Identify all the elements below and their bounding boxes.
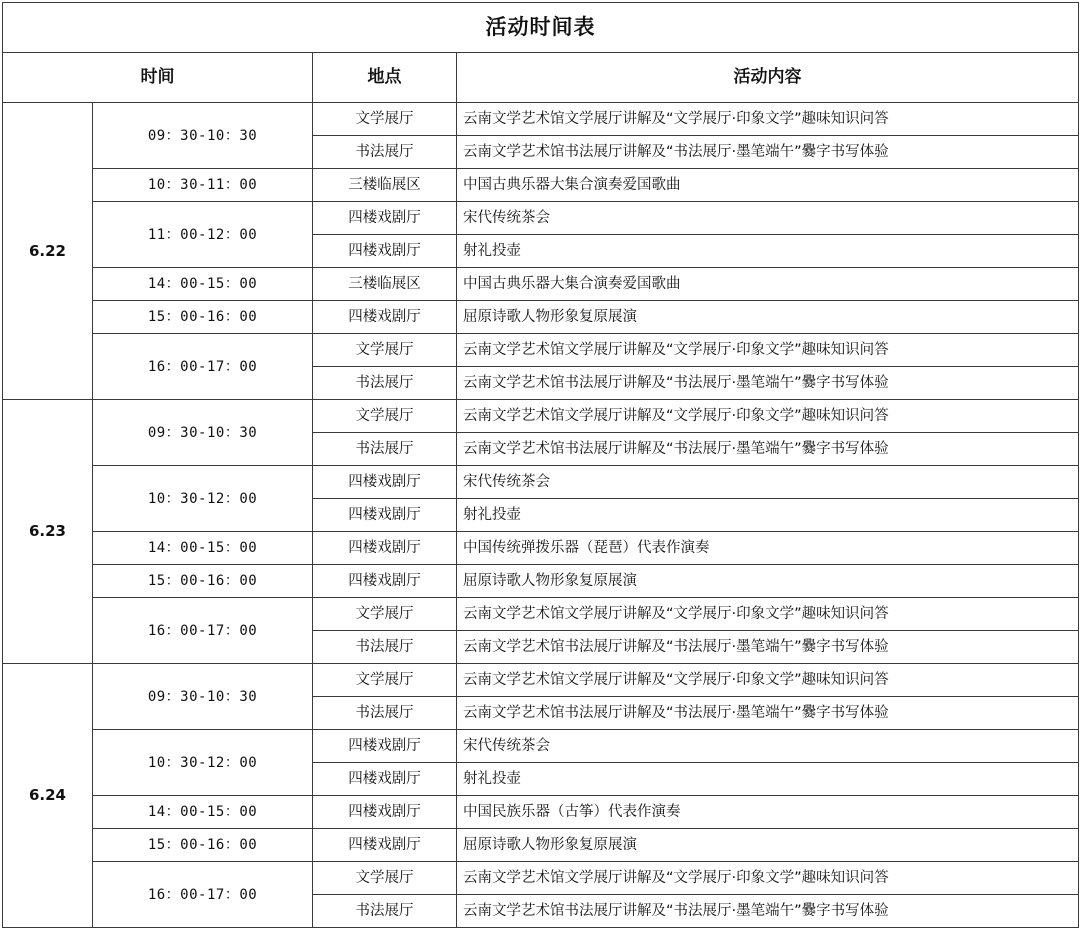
time-cell: 15：00-16：00 [93, 565, 313, 598]
place-cell: 四楼戏剧厅 [313, 829, 457, 862]
table-row [3, 796, 1079, 829]
time-cell: 16：00-17：00 [93, 334, 313, 400]
table-row [3, 301, 1079, 334]
schedule-sheet [2, 2, 1078, 930]
place-cell: 四楼戏剧厅 [313, 532, 457, 565]
table-row [3, 565, 1079, 598]
place-cell: 书法展厅 [313, 631, 457, 664]
content-cell: 云南文学艺术馆文学展厅讲解及“文学展厅·印象文学”趣味知识问答 [457, 334, 1079, 367]
content-cell: 云南文学艺术馆文学展厅讲解及“文学展厅·印象文学”趣味知识问答 [457, 103, 1079, 136]
place-cell: 四楼戏剧厅 [313, 202, 457, 235]
header-content: 活动内容 [457, 53, 1079, 103]
content-cell: 云南文学艺术馆文学展厅讲解及“文学展厅·印象文学”趣味知识问答 [457, 400, 1079, 433]
schedule-table [2, 2, 1079, 928]
content-cell: 宋代传统茶会 [457, 730, 1079, 763]
table-row [3, 202, 1079, 235]
date-cell: 6.22 [3, 103, 93, 400]
content-cell: 射礼投壶 [457, 499, 1079, 532]
schedule-body [3, 103, 1079, 928]
date-cell: 6.24 [3, 664, 93, 928]
content-cell: 中国民族乐器（古筝）代表作演奏 [457, 796, 1079, 829]
header-time: 时间 [3, 53, 313, 103]
content-cell: 云南文学艺术馆文学展厅讲解及“文学展厅·印象文学”趣味知识问答 [457, 862, 1079, 895]
time-cell: 15：00-16：00 [93, 301, 313, 334]
content-cell: 宋代传统茶会 [457, 466, 1079, 499]
table-row [3, 466, 1079, 499]
content-cell: 屈原诗歌人物形象复原展演 [457, 829, 1079, 862]
table-row [3, 400, 1079, 433]
time-cell: 09：30-10：30 [93, 664, 313, 730]
time-cell: 11：00-12：00 [93, 202, 313, 268]
time-cell: 10：30-12：00 [93, 466, 313, 532]
time-cell: 14：00-15：00 [93, 796, 313, 829]
time-cell: 14：00-15：00 [93, 532, 313, 565]
place-cell: 书法展厅 [313, 136, 457, 169]
time-cell: 10：30-12：00 [93, 730, 313, 796]
place-cell: 四楼戏剧厅 [313, 565, 457, 598]
content-cell: 云南文学艺术馆书法展厅讲解及“书法展厅·墨笔端午”爨字书写体验 [457, 631, 1079, 664]
table-title: 活动时间表 [3, 3, 1079, 53]
table-row [3, 829, 1079, 862]
content-cell: 屈原诗歌人物形象复原展演 [457, 565, 1079, 598]
date-cell: 6.23 [3, 400, 93, 664]
content-cell: 射礼投壶 [457, 763, 1079, 796]
place-cell: 文学展厅 [313, 598, 457, 631]
time-cell: 15：00-16：00 [93, 829, 313, 862]
content-cell: 屈原诗歌人物形象复原展演 [457, 301, 1079, 334]
time-cell: 16：00-17：00 [93, 598, 313, 664]
place-cell: 四楼戏剧厅 [313, 730, 457, 763]
place-cell: 书法展厅 [313, 895, 457, 928]
content-cell: 射礼投壶 [457, 235, 1079, 268]
place-cell: 四楼戏剧厅 [313, 235, 457, 268]
table-row [3, 169, 1079, 202]
content-cell: 中国传统弹拨乐器（琵琶）代表作演奏 [457, 532, 1079, 565]
header-place: 地点 [313, 53, 457, 103]
content-cell: 云南文学艺术馆文学展厅讲解及“文学展厅·印象文学”趣味知识问答 [457, 598, 1079, 631]
header-row [3, 53, 1079, 103]
table-row [3, 334, 1079, 367]
table-row [3, 103, 1079, 136]
content-cell: 云南文学艺术馆文学展厅讲解及“文学展厅·印象文学”趣味知识问答 [457, 664, 1079, 697]
time-cell: 16：00-17：00 [93, 862, 313, 928]
content-cell: 云南文学艺术馆书法展厅讲解及“书法展厅·墨笔端午”爨字书写体验 [457, 697, 1079, 730]
time-cell: 10：30-11：00 [93, 169, 313, 202]
content-cell: 云南文学艺术馆书法展厅讲解及“书法展厅·墨笔端午”爨字书写体验 [457, 433, 1079, 466]
content-cell: 中国古典乐器大集合演奏爱国歌曲 [457, 268, 1079, 301]
place-cell: 四楼戏剧厅 [313, 499, 457, 532]
title-row [3, 3, 1079, 53]
content-cell: 云南文学艺术馆书法展厅讲解及“书法展厅·墨笔端午”爨字书写体验 [457, 895, 1079, 928]
table-row [3, 598, 1079, 631]
content-cell: 云南文学艺术馆书法展厅讲解及“书法展厅·墨笔端午”爨字书写体验 [457, 136, 1079, 169]
table-row [3, 532, 1079, 565]
table-row [3, 664, 1079, 697]
place-cell: 文学展厅 [313, 862, 457, 895]
place-cell: 文学展厅 [313, 103, 457, 136]
place-cell: 书法展厅 [313, 367, 457, 400]
content-cell: 云南文学艺术馆书法展厅讲解及“书法展厅·墨笔端午”爨字书写体验 [457, 367, 1079, 400]
content-cell: 中国古典乐器大集合演奏爱国歌曲 [457, 169, 1079, 202]
place-cell: 书法展厅 [313, 433, 457, 466]
table-row [3, 268, 1079, 301]
place-cell: 四楼戏剧厅 [313, 763, 457, 796]
place-cell: 三楼临展区 [313, 169, 457, 202]
place-cell: 四楼戏剧厅 [313, 796, 457, 829]
place-cell: 文学展厅 [313, 664, 457, 697]
time-cell: 09：30-10：30 [93, 400, 313, 466]
time-cell: 09：30-10：30 [93, 103, 313, 169]
place-cell: 文学展厅 [313, 400, 457, 433]
place-cell: 书法展厅 [313, 697, 457, 730]
table-row [3, 862, 1079, 895]
place-cell: 三楼临展区 [313, 268, 457, 301]
content-cell: 宋代传统茶会 [457, 202, 1079, 235]
place-cell: 四楼戏剧厅 [313, 466, 457, 499]
place-cell: 文学展厅 [313, 334, 457, 367]
table-row [3, 730, 1079, 763]
time-cell: 14：00-15：00 [93, 268, 313, 301]
place-cell: 四楼戏剧厅 [313, 301, 457, 334]
